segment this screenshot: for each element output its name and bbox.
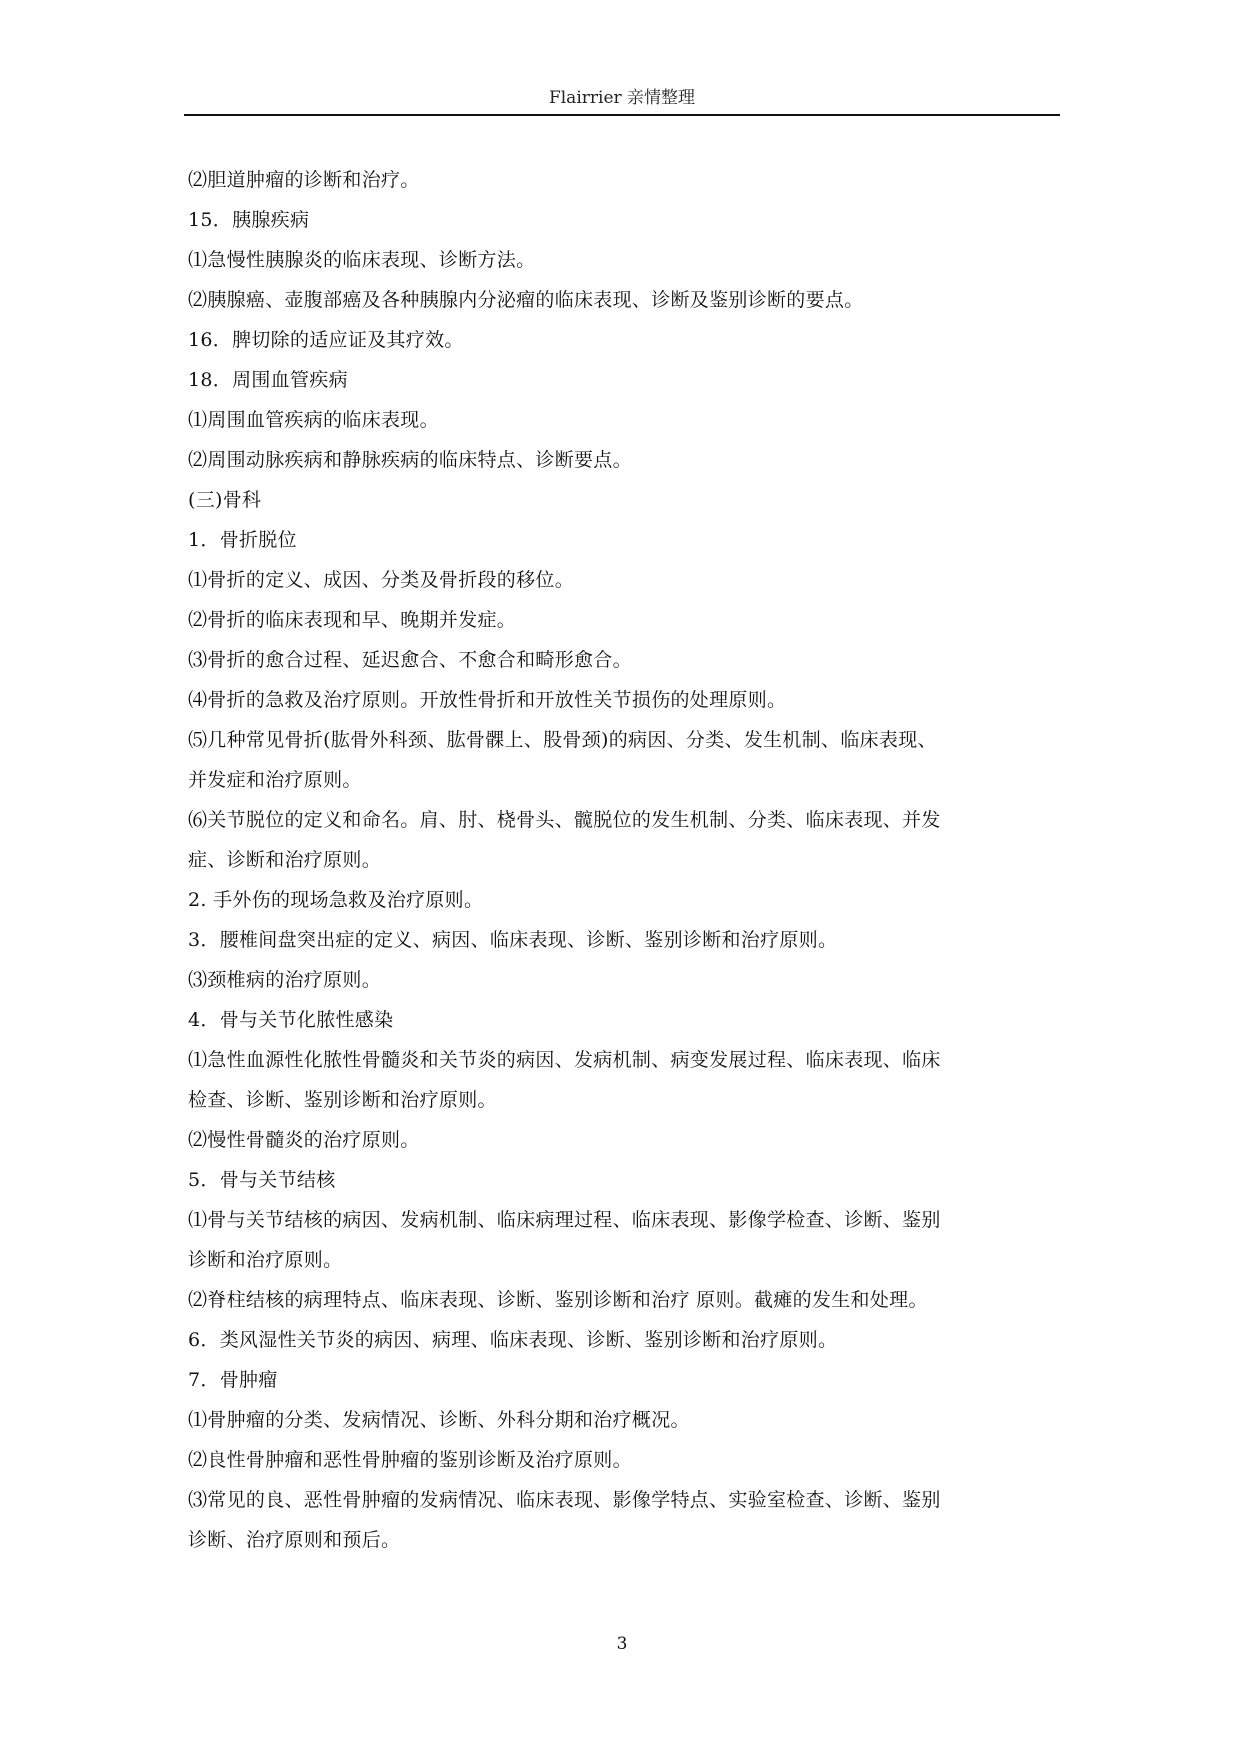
text-line: 4．骨与关节化脓性感染 (188, 1009, 394, 1031)
text-line: ⑵胰腺癌、壶腹部癌及各种胰腺内分泌瘤的临床表现、诊断及鉴别诊断的要点。 (188, 289, 864, 311)
text-line: 6．类风湿性关节炎的病因、病理、临床表现、诊断、鉴别诊断和治疗原则。 (188, 1329, 838, 1351)
text-line: ⑵骨折的临床表现和早、晚期并发症。 (188, 609, 517, 631)
text-line: ⑶常见的良、恶性骨肿瘤的发病情况、临床表现、影像学特点、实验室检查、诊断、鉴别 (188, 1489, 941, 1511)
text-line: ⑴骨肿瘤的分类、发病情况、诊断、外科分期和治疗概况。 (188, 1409, 690, 1431)
text-line: 15．胰腺疾病 (188, 209, 310, 231)
text-line: ⑶颈椎病的治疗原则。 (188, 969, 382, 991)
text-line: 并发症和治疗原则。 (188, 769, 362, 791)
text-line: ⑴骨与关节结核的病因、发病机制、临床病理过程、临床表现、影像学检查、诊断、鉴别 (188, 1209, 941, 1231)
page-number: 3 (616, 1634, 628, 1654)
text-line: ⑹关节脱位的定义和命名。肩、肘、桡骨头、髋脱位的发生机制、分类、临床表现、并发 (188, 809, 941, 831)
text-line: 2. 手外伤的现场急救及治疗原则。 (188, 889, 484, 911)
text-line: 检查、诊断、鉴别诊断和治疗原则。 (188, 1089, 497, 1111)
text-line: ⑵慢性骨髓炎的治疗原则。 (188, 1129, 420, 1151)
text-line: 18．周围血管疾病 (188, 369, 348, 391)
text-line: 症、诊断和治疗原则。 (188, 849, 382, 871)
text-line: 16．脾切除的适应证及其疗效。 (188, 329, 464, 351)
page-header: Flairrier 亲情整理 (548, 88, 696, 108)
text-line: 3．腰椎间盘突出症的定义、病因、临床表现、诊断、鉴别诊断和治疗原则。 (188, 929, 838, 951)
text-line: (三)骨科 (188, 489, 262, 511)
text-line: ⑵良性骨肿瘤和恶性骨肿瘤的鉴别诊断及治疗原则。 (188, 1449, 632, 1471)
text-line: ⑴急慢性胰腺炎的临床表现、诊断方法。 (188, 249, 536, 271)
text-line: 诊断、治疗原则和预后。 (188, 1529, 401, 1551)
text-line: ⑴急性血源性化脓性骨髓炎和关节炎的病因、发病机制、病变发展过程、临床表现、临床 (188, 1049, 941, 1071)
text-line: ⑴骨折的定义、成因、分类及骨折段的移位。 (188, 569, 575, 591)
text-line: ⑶骨折的愈合过程、延迟愈合、不愈合和畸形愈合。 (188, 649, 632, 671)
text-line: 1．骨折脱位 (188, 529, 297, 551)
text-line: 5．骨与关节结核 (188, 1169, 336, 1191)
text-line: ⑸几种常见骨折(肱骨外科颈、肱骨髁上、股骨颈)的病因、分类、发生机制、临床表现、 (188, 729, 937, 751)
text-line: ⑷骨折的急救及治疗原则。开放性骨折和开放性关节损伤的处理原则。 (188, 689, 787, 711)
header-divider (184, 114, 1060, 116)
text-line: ⑵周围动脉疾病和静脉疾病的临床特点、诊断要点。 (188, 449, 632, 471)
text-line: ⑵胆道肿瘤的诊断和治疗。 (188, 169, 420, 191)
text-line: 7．骨肿瘤 (188, 1369, 278, 1391)
text-line: 诊断和治疗原则。 (188, 1249, 343, 1271)
text-line: ⑴周围血管疾病的临床表现。 (188, 409, 439, 431)
text-line: ⑵脊柱结核的病理特点、临床表现、诊断、鉴别诊断和治疗 原则。截瘫的发生和处理。 (188, 1289, 928, 1311)
page-content (188, 160, 1060, 1560)
